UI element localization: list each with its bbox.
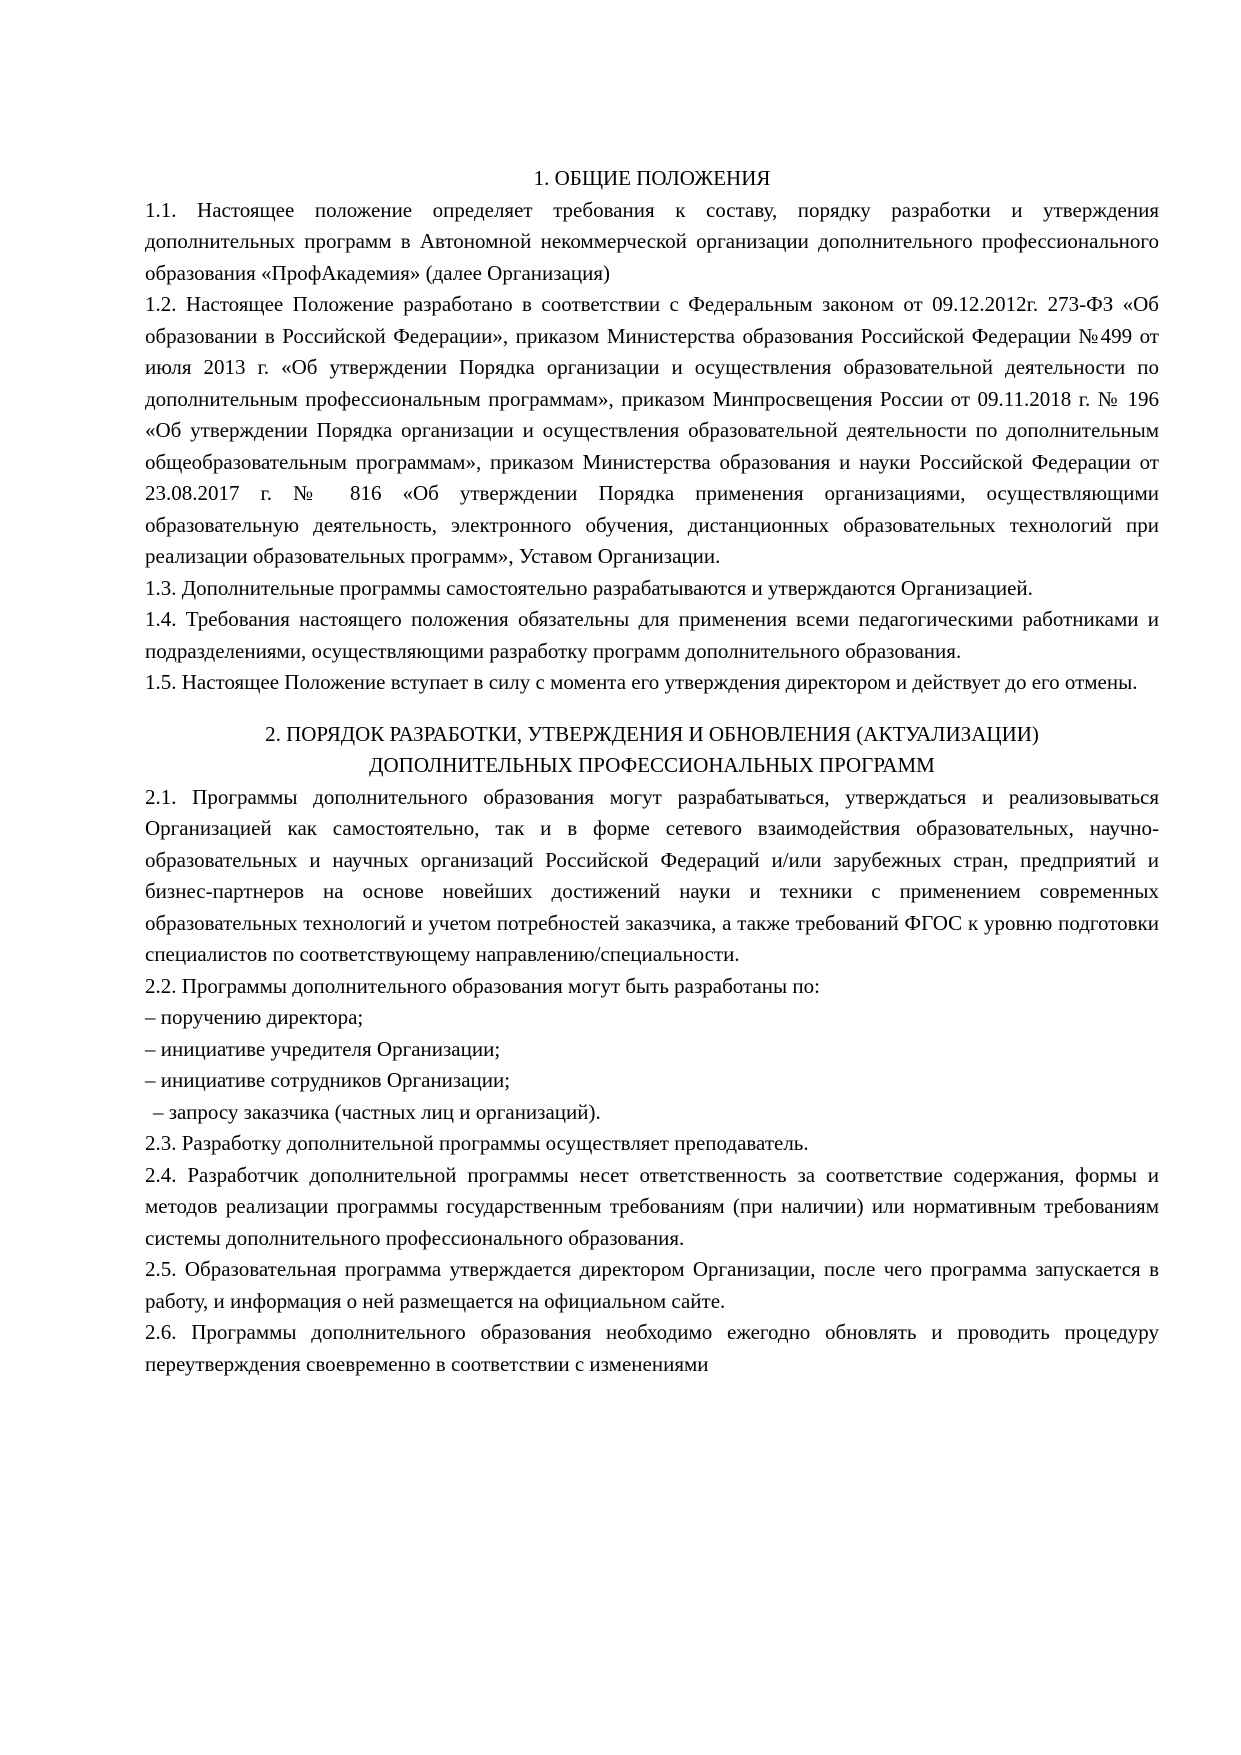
paragraph-1-1: 1.1. Настоящее положение определяет требования к составу, порядку разработки и утверждения дополнительных программ в Автономной некоммерческой организации дополнительного профессионального образования «ПрофАкадемия» (далее Организация) xyxy=(145,197,1159,285)
paragraph-2-4: 2.4. Разработчик дополнительной программы несет ответственность за соответствие содержания, формы и методов реализации программы государственным требованиям (при наличии) или нормативным требованиям системы дополнительного профессионального образования. xyxy=(145,1162,1159,1250)
section2-heading-line2: ДОПОЛНИТЕЛЬНЫХ ПРОФЕССИОНАЛЬНЫХ ПРОГРАММ xyxy=(369,753,935,777)
section1-heading: 1. ОБЩИЕ ПОЛОЖЕНИЯ xyxy=(533,166,771,190)
paragraph-2-6: 2.6. Программы дополнительного образования необходимо ежегодно обновлять и проводить процедуру переутверждения своевременно в соответствии с изменениями xyxy=(145,1320,1159,1376)
paragraph-1-2: 1.2. Настоящее Положение разработано в соответствии с Федеральным законом от 09.12.2012г. 273-ФЗ «Об образовании в Российской Федерации», приказом Министерства образования Российской Федерации №499 от июля 2013 г. «Об утверждении Порядка организации и осуществления образовательной деятельности по дополнительным профессиональным программам», приказом Минпросвещения России от 09.11.2018 г. № 196 «Об утверждении Порядка организации и осуществления образовательной деятельности по дополнительным общеобразовательным программам», приказом Министерства образования и науки Российской Федерации от 23.08.2017 г. № 816 «Об утверждении Порядка применения организациями, осуществляющими образовательную деятельность, электронного обучения, дистанционных образовательных технологий при реализации образовательных программ», Уставом Организации. xyxy=(145,292,1159,568)
list-item-customer-request: – запросу заказчика (частных лиц и организаций). xyxy=(153,1099,601,1124)
paragraph-1-3: 1.3. Дополнительные программы самостоятельно разрабатываются и утверждаются Организацией. xyxy=(145,575,1033,600)
list-item-founder-initiative: – инициативе учредителя Организации; xyxy=(145,1036,501,1061)
paragraph-2-2: 2.2. Программы дополнительного образования могут быть разработаны по: xyxy=(145,973,820,998)
paragraph-1-5: 1.5. Настоящее Положение вступает в силу с момента его утверждения директором и действует до его отмены. xyxy=(145,670,1138,694)
paragraph-2-3: 2.3. Разработку дополнительной программы осуществляет преподаватель. xyxy=(145,1131,809,1155)
paragraph-2-1: 2.1. Программы дополнительного образования могут разрабатываться, утверждаться и реализовываться Организацией как самостоятельно, так и в форме сетевого взаимодействия образовательных, научно-образовательных и научных организаций Российской Федераций и/или зарубежных стран, предприятий и бизнес-партнеров на основе новейших достижений науки и техники с применением современных образовательных технологий и учетом потребностей заказчика, а также требований ФГОС к уровню подготовки специалистов по соответствующему направлению/специальности. xyxy=(145,784,1159,966)
section2-heading xyxy=(145,719,1159,782)
list-item-director-order: – поручению директора; xyxy=(145,1005,364,1029)
paragraph-2-5: 2.5. Образовательная программа утверждается директором Организации, после чего программа запускается в работу, и информация о ней размещается на официальном сайте. xyxy=(145,1257,1159,1313)
section2-heading-line1: 2. ПОРЯДОК РАЗРАБОТКИ, УТВЕРЖДЕНИЯ И ОБНОВЛЕНИЯ (АКТУАЛИЗАЦИИ) xyxy=(265,721,1039,746)
list-item-staff-initiative: – инициативе сотрудников Организации; xyxy=(145,1068,511,1092)
paragraph-1-4: 1.4. Требования настоящего положения обязательны для применения всеми педагогическими работниками и подразделениями, осуществляющими разработку программ дополнительного образования. xyxy=(145,607,1159,663)
